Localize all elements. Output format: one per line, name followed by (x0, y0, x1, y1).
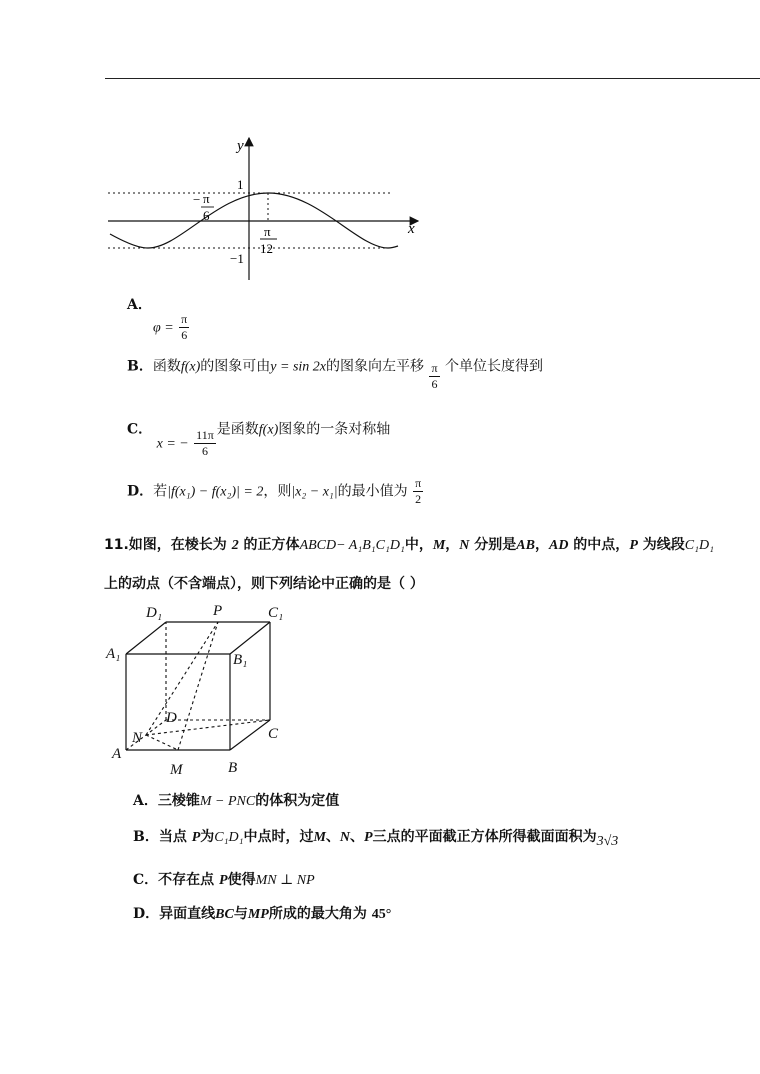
stem-math-ab: AB (516, 538, 535, 553)
label-b: B (228, 760, 238, 776)
minus-pi-6-sign: − (193, 192, 201, 207)
option-a-fraction (179, 312, 189, 343)
q10-option-b (127, 351, 543, 391)
option-b-text-2: 的图象可由 (200, 358, 271, 375)
edge-d1-a1 (126, 622, 166, 654)
q11-option-b (133, 826, 619, 849)
stem-text: 的正方体 (238, 537, 300, 553)
option-math: M − PNC (199, 794, 256, 809)
option-b-text-4: 个单位长度得到 (444, 358, 543, 375)
stem-math-m: M (432, 538, 446, 553)
option-letter: B． (127, 358, 153, 375)
option-math: 45° (371, 907, 392, 922)
option-letter: D． (133, 906, 160, 922)
option-math: P (191, 830, 201, 845)
option-math: M (313, 830, 326, 845)
cube-figure (104, 598, 304, 782)
option-math: MN ⊥ NP (255, 873, 315, 888)
option-text: 所成的最大角为 (268, 906, 372, 922)
option-math: 3√3 (596, 834, 619, 849)
fraction-numerator: π (415, 476, 422, 490)
option-math: P (364, 830, 373, 845)
option-text: 中点时，过 (243, 829, 314, 845)
edge-b1-c1 (230, 622, 270, 654)
pi-12-den: 12 (260, 241, 273, 256)
q11-option-c (133, 869, 315, 889)
y-tick-minus-1: −1 (230, 251, 244, 266)
stem-text: 中， (404, 537, 433, 553)
option-math: C₁D₁ (214, 830, 244, 845)
option-d-text-1: 若 (153, 483, 168, 500)
option-letter: A． (133, 793, 158, 809)
option-b-fx: f(x) (180, 359, 201, 375)
q10-option-a (127, 294, 190, 343)
option-d-expr-1: |f(x₁) − f(x₂)| = 2 (167, 484, 264, 500)
fraction-numerator: π (431, 361, 438, 375)
option-text: 三棱锥 (157, 793, 200, 809)
cosine-graph (100, 132, 430, 284)
q10-option-c (127, 414, 391, 458)
segment-n-m (146, 735, 178, 750)
option-b-text-1: 函数 (152, 358, 181, 375)
option-letter: B． (133, 829, 159, 845)
option-c-text-2: 图象的一条对称轴 (278, 421, 391, 438)
stem-text: 的中点， (568, 537, 630, 553)
segment-n-c (146, 720, 270, 735)
fraction-numerator: 11π (196, 428, 214, 442)
label-c1: C₁ (268, 605, 284, 621)
option-c-text-1: 是函数 (216, 421, 259, 438)
fraction-denominator: 6 (181, 328, 188, 342)
option-c-lhs: x = − (156, 436, 189, 452)
option-letter: C． (133, 872, 159, 888)
option-letter: D． (127, 483, 154, 500)
option-d-expr-2: |x₂ − x₁| (291, 484, 338, 500)
option-c-fraction (194, 428, 216, 459)
option-text: 为 (200, 829, 215, 845)
x-axis-label: x (408, 221, 415, 237)
option-math: N (339, 830, 351, 845)
label-n: N (132, 730, 143, 746)
stem-text: 为线段 (637, 537, 685, 553)
header-rule (105, 78, 760, 79)
option-d-text-2: ，则 (263, 483, 292, 500)
label-d: D (166, 710, 177, 726)
y-axis-label: y (237, 138, 244, 154)
stem-math-cube: ABCD− A₁B₁C₁D₁ (299, 538, 405, 553)
label-a: A (112, 746, 122, 762)
label-m: M (170, 762, 183, 778)
option-b-text-3: 的图象向左平移 (326, 358, 424, 375)
label-p: P (213, 603, 223, 619)
pi-12-num: π (264, 224, 271, 239)
option-d-fraction (413, 476, 423, 507)
stem-text: 分别是 (469, 537, 517, 553)
label-c: C (268, 726, 279, 742)
option-text: 不存在点 (158, 872, 220, 888)
stem-text: 11.如图，在棱长为 (104, 537, 232, 553)
q11-option-d (133, 903, 391, 923)
option-letter: C． (127, 421, 153, 438)
minus-pi-6-den: 6 (203, 208, 210, 223)
option-c-fx: f(x) (258, 422, 279, 438)
segment-n-p (146, 622, 218, 735)
option-text: 的体积为定值 (255, 793, 340, 809)
fraction-numerator: π (181, 312, 188, 326)
option-text: 三点的平面截正方体所得截面面积为 (372, 829, 597, 845)
option-text: 使得 (227, 872, 256, 888)
stem-math-ad: AD (548, 538, 569, 553)
fraction-denominator: 2 (415, 492, 422, 506)
y-tick-1: 1 (237, 177, 244, 192)
stem-text: ， (445, 537, 460, 553)
option-a-lhs: φ = (153, 320, 174, 336)
option-d-text-3: 的最小值为 (337, 483, 408, 500)
fraction-denominator: 6 (431, 377, 438, 391)
stem-math-n: N (459, 538, 470, 553)
option-b-fraction (429, 361, 439, 392)
label-a1: A₁ (106, 646, 121, 662)
option-math: P (219, 873, 228, 888)
fraction-denominator: 6 (201, 444, 208, 458)
option-letter: A． (127, 297, 152, 313)
minus-pi-6-num: π (203, 191, 210, 206)
q11-option-a (133, 790, 339, 810)
option-text: 、 (350, 829, 365, 845)
q11-stem-line-2: 上的动点（不含端点），则下列结论中正确的是（ ） (104, 576, 424, 592)
option-math: MP (247, 907, 269, 922)
stem-text: ， (534, 537, 549, 553)
option-text: 与 (233, 906, 248, 922)
option-text: 当点 (158, 829, 192, 845)
option-math: BC (215, 907, 234, 922)
stem-math-c1d1: C₁D₁ (684, 538, 714, 553)
q10-option-d (127, 476, 424, 507)
option-b-expr: y = sin 2x (270, 359, 326, 375)
q11-stem-line-1 (104, 534, 714, 554)
option-text: 异面直线 (159, 906, 216, 922)
stem-math-p: P (629, 538, 638, 553)
label-b1: B₁ (233, 652, 248, 668)
stem-number: 2 (231, 538, 239, 553)
label-d1: D₁ (146, 605, 163, 621)
option-text: 、 (325, 829, 340, 845)
